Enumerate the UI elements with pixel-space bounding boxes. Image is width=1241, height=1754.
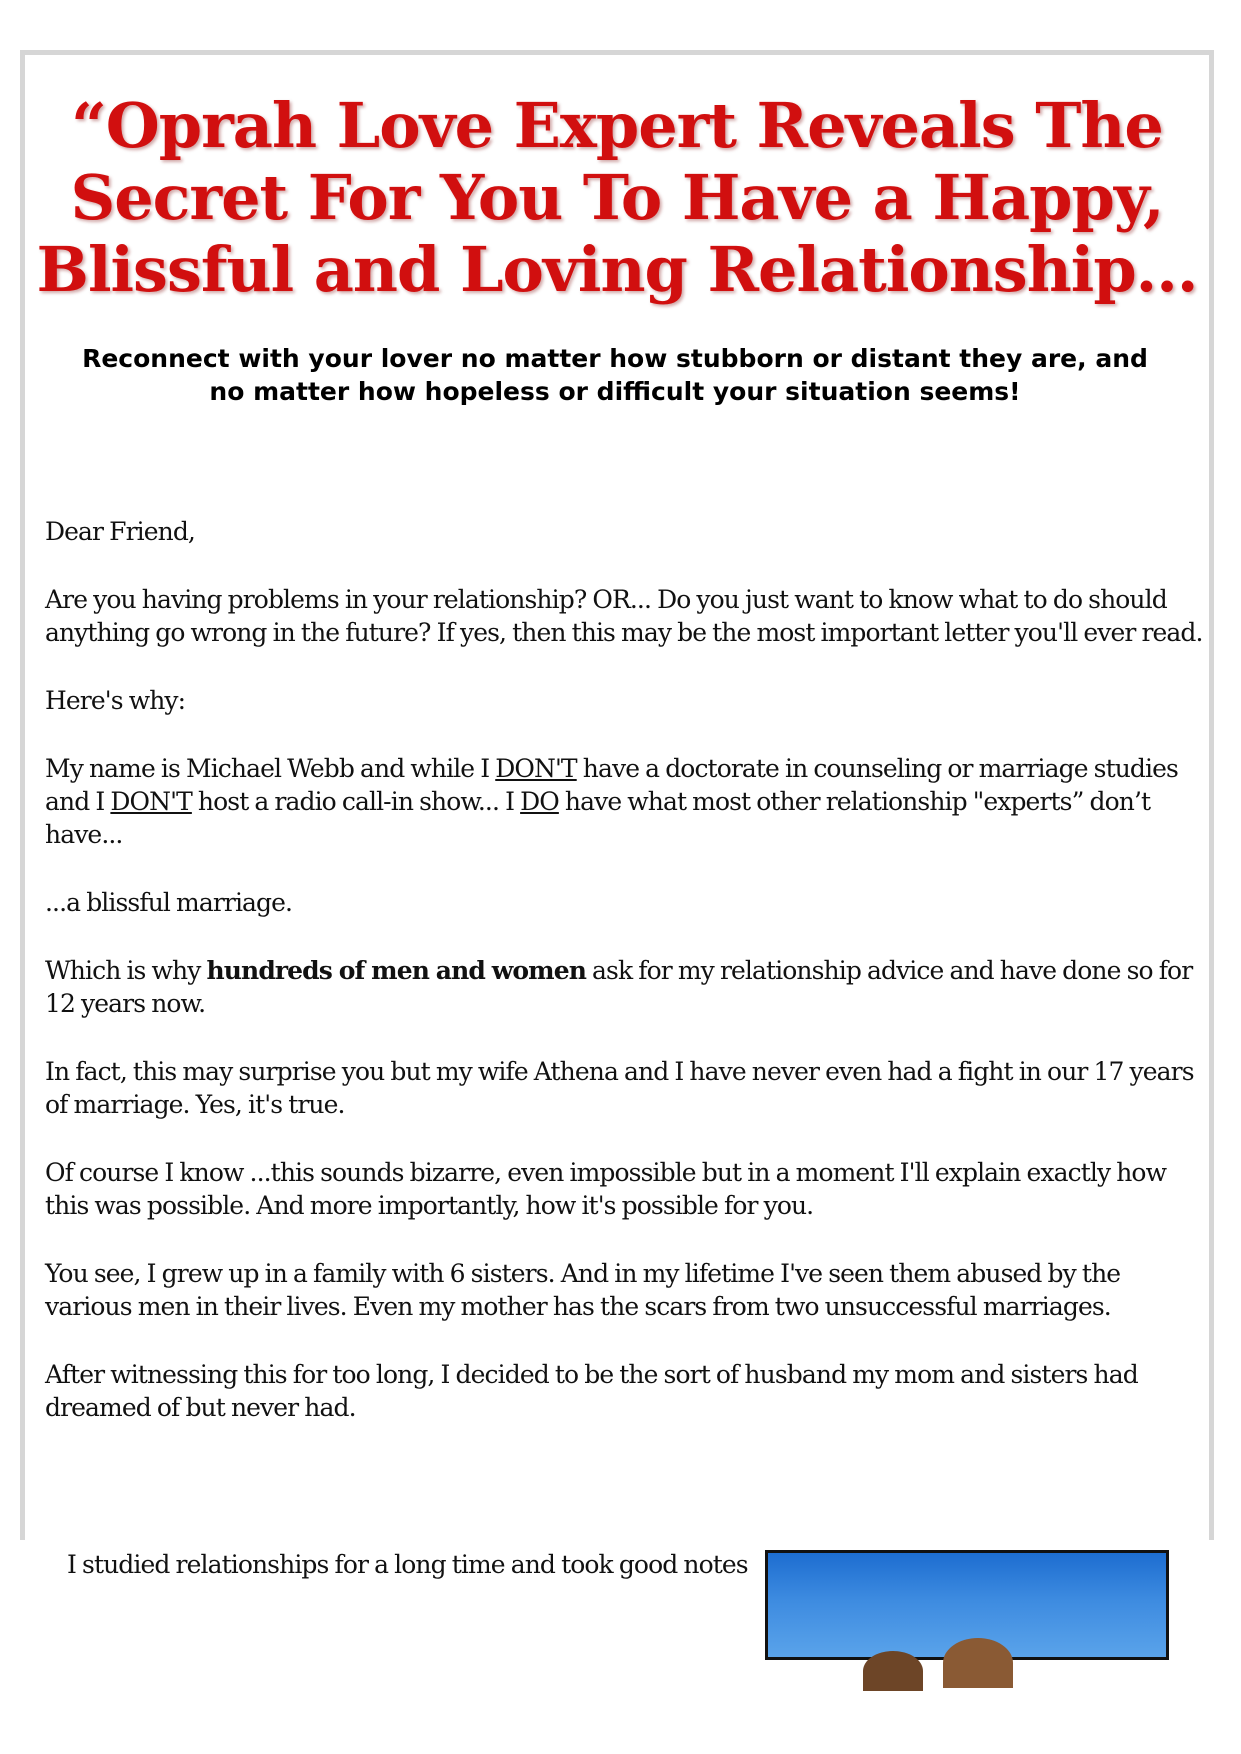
bold-hundreds: hundreds of men and women — [206, 956, 586, 985]
paragraph-witnessing: After witnessing this for too long, I decided to be the sort of husband my mom and sisters had dreamed of but never had. — [45, 1360, 1138, 1422]
greeting: Dear Friend, — [45, 517, 195, 546]
page-frame — [20, 50, 1214, 1579]
headline-line-1: “Oprah Love Expert Reveals The — [71, 89, 1163, 162]
underlined-dont-1: DON'T — [495, 754, 577, 783]
paragraph-name-text-2: have a doctorate in counseling or marriage studies and I — [45, 754, 1178, 816]
paragraph-heres-why: Here's why: — [45, 686, 186, 715]
paragraph-name — [45, 752, 1205, 851]
headline — [25, 90, 1209, 306]
photo-person-right — [943, 1638, 1013, 1688]
photo-person-left — [863, 1651, 923, 1691]
paragraph-studied: I studied relationships for a long time and took good notes — [67, 1550, 748, 1579]
headline-line-2: Secret For You To Have a Happy, — [70, 161, 1164, 234]
paragraph-hundreds-text-2: ask for my relationship advice and have done so for 12 years now. — [45, 956, 1193, 1018]
paragraph-of-course: Of course I know ...this sounds bizarre, even impossible but in a moment I'll explain exactly how this was possible. And more importantly, how it's possible for you. — [45, 1158, 1167, 1220]
paragraph-never-fight: In fact, this may surprise you but my wife Athena and I have never even had a fight in our 17 years of marriage. Yes, it's true. — [45, 1057, 1194, 1119]
underlined-do: DO — [520, 787, 559, 816]
underlined-dont-2: DON'T — [110, 787, 192, 816]
paragraph-intro: Are you having problems in your relationship? OR... Do you just want to know what to do should anything go wrong in the future? If yes, then this may be the most important letter you'll ever read. — [45, 585, 1203, 647]
paragraph-hundreds — [45, 954, 1205, 1020]
couple-photo — [765, 1550, 1169, 1660]
sales-letter-body — [45, 515, 1205, 1459]
paragraph-blissful-marriage: ...a blissful marriage. — [45, 888, 293, 917]
paragraph-hundreds-text-1: Which is why — [45, 956, 207, 985]
headline-line-3: Blissful and Loving Relationship... — [36, 233, 1198, 306]
paragraph-name-text-3: host a radio call-in show... I — [191, 787, 521, 816]
paragraph-sisters: You see, I grew up in a family with 6 sisters. And in my lifetime I've seen them abused by the various men in their lives. Even my mother has the scars from two unsuccessful marriages. — [45, 1259, 1121, 1321]
paragraph-name-text-4: have what most other relationship "experts” don’t have... — [45, 787, 1151, 849]
paragraph-name-text-1: My name is Michael Webb and while I — [45, 754, 496, 783]
subheadline: Reconnect with your lover no matter how stubborn or distant they are, and no matter how hopeless or difficult your situation seems! — [82, 344, 1148, 406]
